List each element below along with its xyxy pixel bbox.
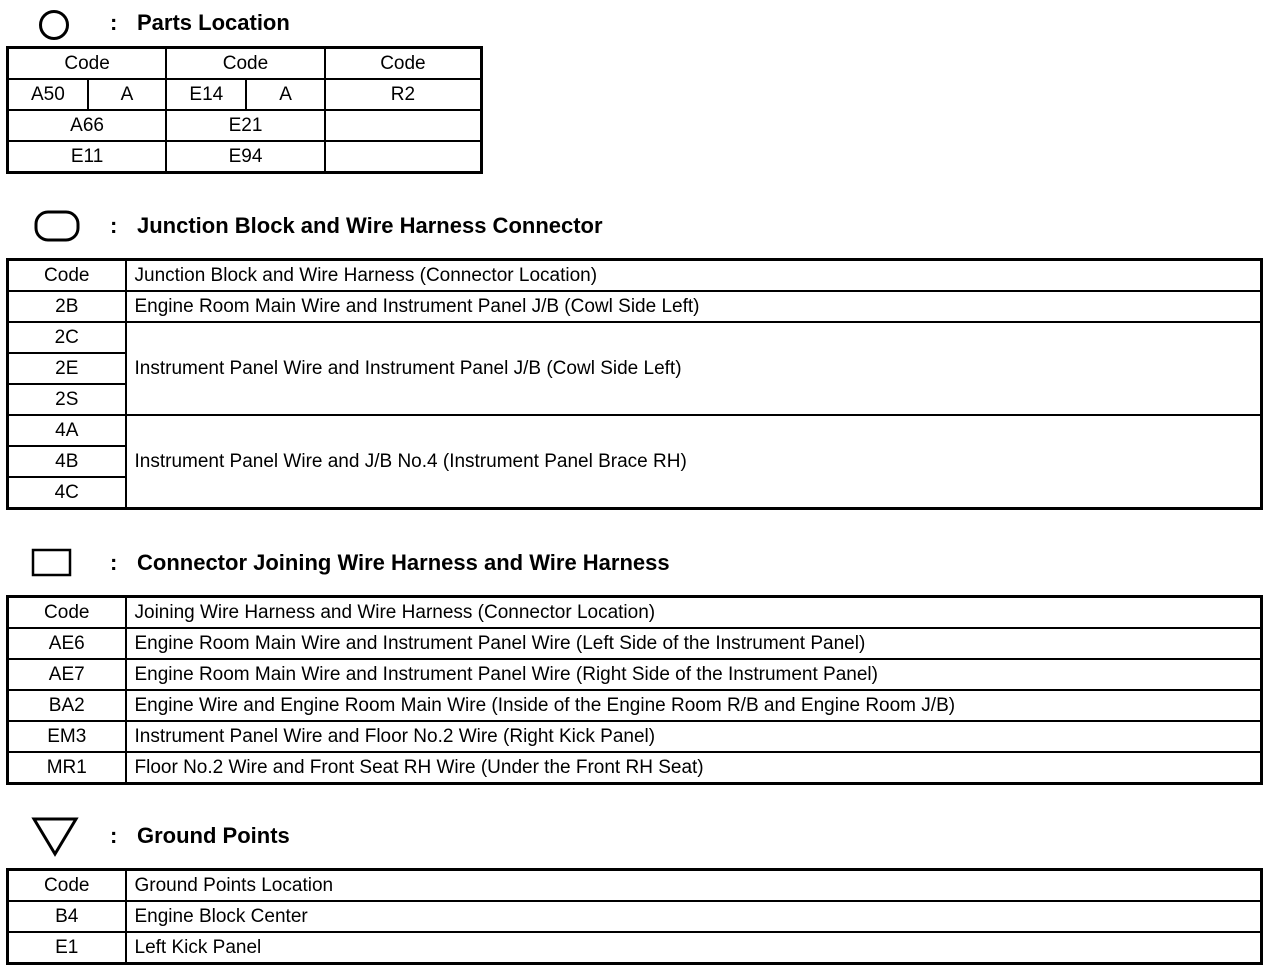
table-row — [8, 690, 1262, 721]
code-cell: 4A — [8, 415, 126, 446]
code-cell: 2E — [8, 353, 126, 384]
table-header-row — [8, 48, 482, 80]
code-cell: A50 — [8, 79, 88, 110]
header-cell: Junction Block and Wire Harness (Connector Location) — [126, 260, 1262, 292]
rounded-rect-icon — [34, 210, 82, 244]
square-icon — [30, 547, 74, 581]
description-cell: Engine Room Main Wire and Instrument Panel Wire (Left Side of the Instrument Panel) — [126, 628, 1262, 659]
section-heading: Junction Block and Wire Harness Connector — [137, 213, 603, 238]
parts-location-table — [6, 46, 483, 174]
table-header-row — [8, 597, 1262, 629]
code-cell: 2B — [8, 291, 126, 322]
ground-points-header — [0, 816, 1000, 856]
header-cell: Ground Points Location — [126, 870, 1262, 902]
junction-block-header — [0, 206, 1000, 246]
code-cell: E21 — [166, 110, 325, 141]
code-cell: A — [88, 79, 166, 110]
colon: : — [110, 213, 118, 238]
header-cell: Code — [325, 48, 482, 80]
code-cell: 2C — [8, 322, 126, 353]
section-heading: Ground Points — [137, 823, 290, 848]
code-cell: E94 — [166, 141, 325, 173]
code-cell: E11 — [8, 141, 167, 173]
table-row — [8, 322, 1262, 353]
header-cell: Joining Wire Harness and Wire Harness (Connector Location) — [126, 597, 1262, 629]
description-cell: Engine Room Main Wire and Instrument Panel J/B (Cowl Side Left) — [126, 291, 1262, 322]
code-cell — [325, 110, 482, 141]
table-row — [8, 901, 1262, 932]
joining-connector-header — [0, 543, 1000, 583]
table-row — [8, 79, 482, 110]
description-cell: Engine Room Main Wire and Instrument Panel Wire (Right Side of the Instrument Panel) — [126, 659, 1262, 690]
colon: : — [110, 823, 118, 848]
joining-connector-table — [6, 595, 1263, 785]
code-cell: E14 — [166, 79, 246, 110]
code-cell — [325, 141, 482, 173]
table-row — [8, 110, 482, 141]
table-row — [8, 659, 1262, 690]
code-cell: 4C — [8, 477, 126, 509]
colon: : — [110, 10, 118, 35]
code-cell: 4B — [8, 446, 126, 477]
description-cell: Engine Block Center — [126, 901, 1262, 932]
table-row — [8, 415, 1262, 446]
circle-icon — [38, 9, 72, 43]
section-heading: Connector Joining Wire Harness and Wire Harness — [137, 550, 670, 575]
parts-location-header — [0, 4, 1000, 44]
header-cell: Code — [8, 597, 126, 629]
code-cell: AE7 — [8, 659, 126, 690]
code-cell: B4 — [8, 901, 126, 932]
table-row — [8, 721, 1262, 752]
description-cell: Left Kick Panel — [126, 932, 1262, 964]
code-cell: BA2 — [8, 690, 126, 721]
header-cell: Code — [8, 48, 167, 80]
description-cell: Floor No.2 Wire and Front Seat RH Wire (Under the Front RH Seat) — [126, 752, 1262, 784]
table-row — [8, 752, 1262, 784]
code-cell: AE6 — [8, 628, 126, 659]
header-cell: Code — [8, 260, 126, 292]
table-header-row — [8, 870, 1262, 902]
code-cell: E1 — [8, 932, 126, 964]
description-cell: Instrument Panel Wire and Instrument Panel J/B (Cowl Side Left) — [126, 322, 1262, 415]
description-cell: Instrument Panel Wire and Floor No.2 Wire (Right Kick Panel) — [126, 721, 1262, 752]
description-cell: Engine Wire and Engine Room Main Wire (Inside of the Engine Room R/B and Engine Room J/B) — [126, 690, 1262, 721]
table-row — [8, 291, 1262, 322]
colon: : — [110, 550, 118, 575]
table-row — [8, 932, 1262, 964]
table-row — [8, 628, 1262, 659]
junction-block-table — [6, 258, 1263, 510]
ground-points-table — [6, 868, 1263, 965]
section-heading: Parts Location — [137, 10, 290, 35]
code-cell: A — [246, 79, 324, 110]
triangle-down-icon — [30, 816, 80, 858]
table-row — [8, 141, 482, 173]
table-header-row — [8, 260, 1262, 292]
code-cell: 2S — [8, 384, 126, 415]
description-cell: Instrument Panel Wire and J/B No.4 (Instrument Panel Brace RH) — [126, 415, 1262, 509]
header-cell: Code — [8, 870, 126, 902]
header-cell: Code — [166, 48, 325, 80]
code-cell: EM3 — [8, 721, 126, 752]
code-cell: MR1 — [8, 752, 126, 784]
code-cell: R2 — [325, 79, 482, 110]
code-cell: A66 — [8, 110, 167, 141]
